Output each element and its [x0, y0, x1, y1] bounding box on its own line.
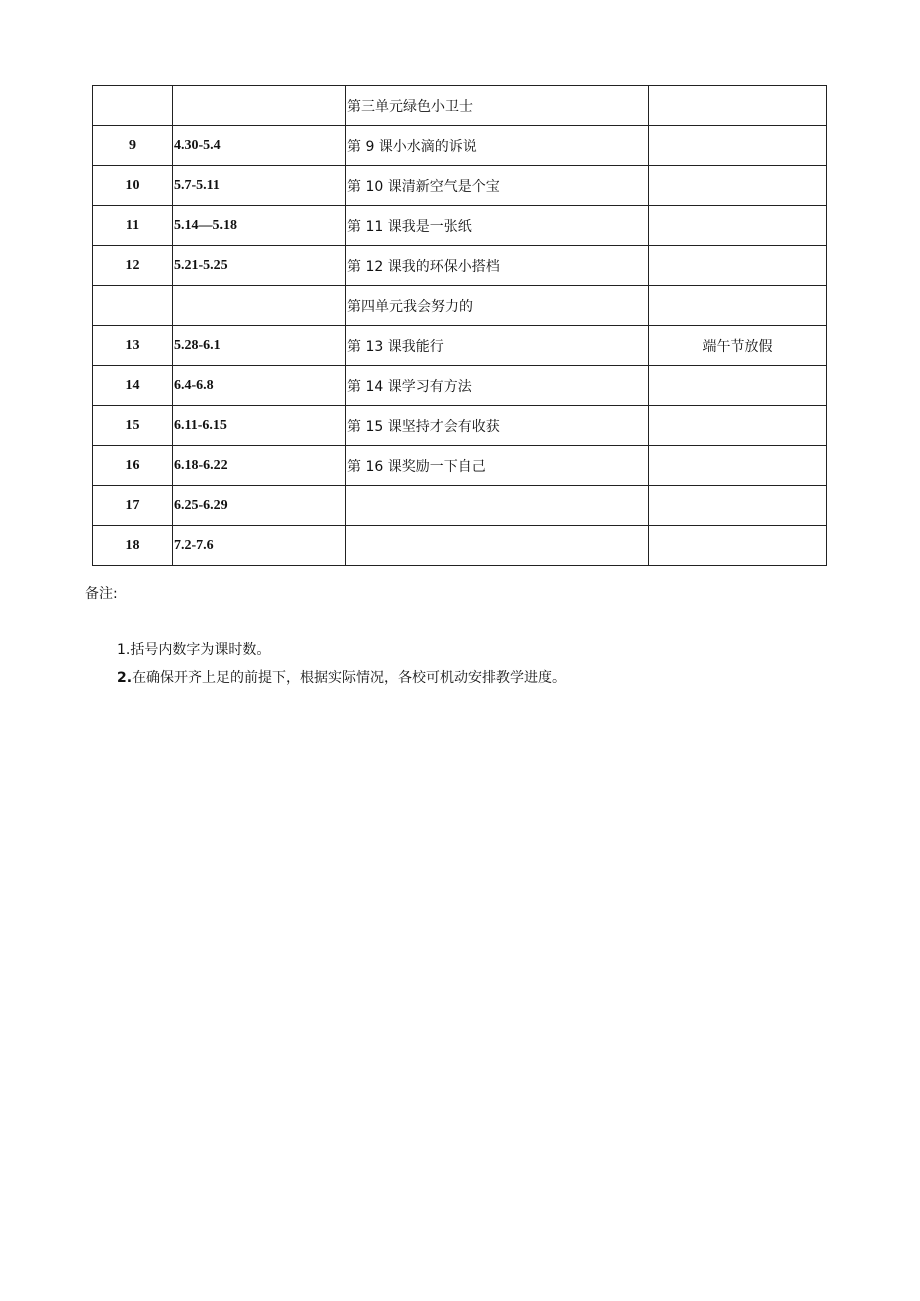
note-cell [649, 406, 827, 446]
note-cell [649, 206, 827, 246]
note-cell [649, 446, 827, 486]
table-row [93, 486, 827, 526]
note-cell: 端午节放假 [649, 326, 827, 366]
date-cell: 5.28-6.1 [173, 326, 346, 366]
lesson-cell [346, 486, 649, 526]
remarks-section [85, 584, 567, 686]
lesson-cell: 第 11 课我是一张纸 [346, 206, 649, 246]
lesson-cell: 第 10 课清新空气是个宝 [346, 166, 649, 206]
table-row [93, 366, 827, 406]
week-cell: 9 [93, 126, 173, 166]
note-cell [649, 86, 827, 126]
week-cell: 10 [93, 166, 173, 206]
note-cell [649, 366, 827, 406]
week-cell: 12 [93, 246, 173, 286]
date-cell: 5.7-5.11 [173, 166, 346, 206]
unit-title-cell: 第三单元绿色小卫士 [346, 86, 649, 126]
date-cell: 6.25-6.29 [173, 486, 346, 526]
week-cell: 16 [93, 446, 173, 486]
remark-number: 1. [117, 642, 131, 658]
week-cell: 13 [93, 326, 173, 366]
lesson-cell: 第 13 课我能行 [346, 326, 649, 366]
week-cell [93, 86, 173, 126]
lesson-cell: 第 14 课学习有方法 [346, 366, 649, 406]
lesson-cell: 第 9 课小水滴的诉说 [346, 126, 649, 166]
table-row [93, 206, 827, 246]
schedule-table [92, 85, 827, 566]
date-cell: 5.21-5.25 [173, 246, 346, 286]
table-row [93, 326, 827, 366]
date-cell [173, 86, 346, 126]
lesson-cell: 第 16 课奖励一下自己 [346, 446, 649, 486]
note-cell [649, 526, 827, 566]
date-cell: 7.2-7.6 [173, 526, 346, 566]
date-cell: 6.4-6.8 [173, 366, 346, 406]
table-row [93, 246, 827, 286]
remark-text: 在确保开齐上足的前提下，根据实际情况，各校可机动安排教学进度。 [132, 670, 567, 686]
table-row [93, 526, 827, 566]
unit-title-cell: 第四单元我会努力的 [346, 286, 649, 326]
note-cell [649, 486, 827, 526]
week-cell: 15 [93, 406, 173, 446]
table-row [93, 166, 827, 206]
table-row [93, 126, 827, 166]
lesson-cell [346, 526, 649, 566]
week-cell: 14 [93, 366, 173, 406]
remark-number: 2. [117, 670, 133, 686]
lesson-cell: 第 15 课坚持才会有收获 [346, 406, 649, 446]
note-cell [649, 126, 827, 166]
remark-item [117, 668, 566, 688]
week-cell: 18 [93, 526, 173, 566]
table-row [93, 446, 827, 486]
lesson-cell: 第 12 课我的环保小搭档 [346, 246, 649, 286]
note-cell [649, 166, 827, 206]
week-cell [93, 286, 173, 326]
week-cell: 17 [93, 486, 173, 526]
remark-text: 括号内数字为课时数。 [130, 642, 271, 658]
table-row [93, 286, 827, 326]
table-row [93, 406, 827, 446]
date-cell [173, 286, 346, 326]
date-cell: 6.11-6.15 [173, 406, 346, 446]
date-cell: 6.18-6.22 [173, 446, 346, 486]
date-cell: 5.14—5.18 [173, 206, 346, 246]
note-cell [649, 246, 827, 286]
week-cell: 11 [93, 206, 173, 246]
table-row [93, 86, 827, 126]
remarks-title: 备注: [85, 586, 118, 602]
note-cell [649, 286, 827, 326]
remark-item [117, 640, 270, 660]
date-cell: 4.30-5.4 [173, 126, 346, 166]
